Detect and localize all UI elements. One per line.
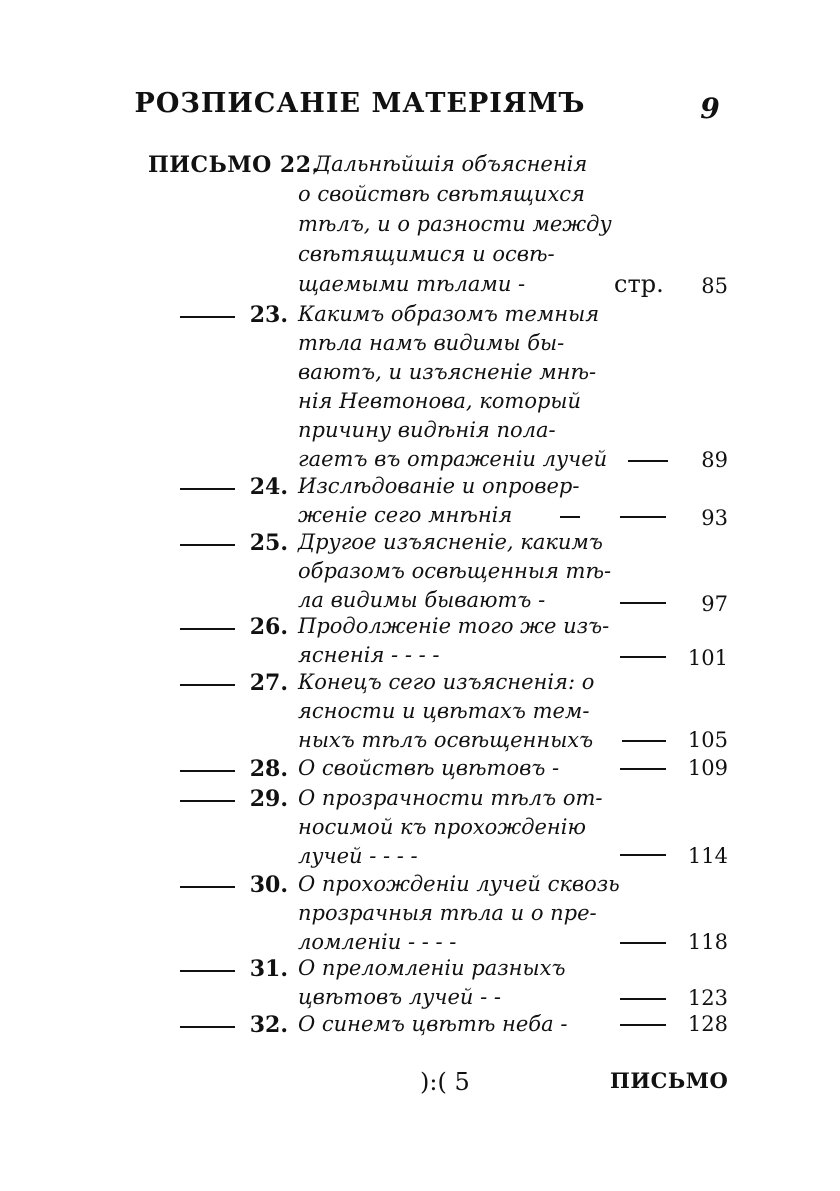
entry-dash bbox=[180, 770, 235, 772]
entry-text-line: женіе сего мнѣнія bbox=[298, 503, 513, 527]
entry-dash bbox=[180, 970, 235, 972]
entry-text-line: Дальнѣйшія объясненія bbox=[314, 152, 588, 176]
entry-text-line: О прохожденіи лучей сквозь bbox=[298, 872, 620, 896]
leader-dash bbox=[620, 998, 666, 1000]
entry-page-number: 89 bbox=[701, 448, 728, 472]
entry-number: 27. bbox=[249, 670, 288, 696]
entry-number: 24. bbox=[249, 474, 288, 500]
leader-dash bbox=[622, 740, 666, 742]
page-number: 9 bbox=[700, 92, 720, 125]
entry-text-line: тѣла намъ видимы бы- bbox=[298, 331, 565, 355]
entry-number: 29. bbox=[249, 786, 288, 812]
entry-dash bbox=[180, 800, 235, 802]
entry-page-number: 97 bbox=[701, 592, 728, 616]
entry-number: 32. bbox=[249, 1012, 288, 1038]
entry-page-number: 123 bbox=[687, 986, 728, 1010]
entry-text-line: Конецъ сего изъясненія: о bbox=[298, 670, 595, 694]
page-prefix: стр. bbox=[614, 270, 664, 298]
entry-text-line: Какимъ образомъ темныя bbox=[298, 302, 600, 326]
entry-dash bbox=[180, 628, 235, 630]
leader-dash bbox=[620, 942, 666, 944]
entry-number: 31. bbox=[249, 956, 288, 982]
leader-dash bbox=[560, 516, 580, 518]
entry-text-line: носимой къ прохожденію bbox=[298, 815, 586, 839]
entry-number: 30. bbox=[249, 872, 288, 898]
entry-text-line: нія Невтонова, который bbox=[298, 389, 582, 413]
leader-dash bbox=[620, 1024, 666, 1026]
entry-text-line: ваютъ, и изъясненіе мнѣ- bbox=[298, 360, 597, 384]
entry-dash bbox=[180, 684, 235, 686]
entry-dash bbox=[180, 488, 235, 490]
entry-text-line: О прозрачности тѣлъ от- bbox=[298, 786, 603, 810]
entry-text-line: цвѣтовъ лучей - - bbox=[298, 985, 501, 1009]
entry-text-line: гаетъ въ отраженіи лучей bbox=[298, 447, 608, 471]
entry-page-number: 85 bbox=[701, 274, 728, 298]
entry-text-line: ныхъ тѣлъ освѣщенныхъ bbox=[298, 728, 594, 752]
leader-dash bbox=[628, 460, 668, 462]
entry-text-line: Продолженіе того же изъ- bbox=[298, 614, 610, 638]
entry-text-line: образомъ освѣщенныя тѣ- bbox=[298, 559, 612, 583]
leader-dash bbox=[620, 602, 666, 604]
entry-text-line: прозрачныя тѣла и о пре- bbox=[298, 901, 597, 925]
entry-text-line: Другое изъясненіе, какимъ bbox=[298, 530, 603, 554]
entry-text-line: О свойствѣ цвѣтовъ - bbox=[298, 756, 560, 780]
entry-page-number: 105 bbox=[687, 728, 728, 752]
entry-text-line: ла видимы бываютъ - bbox=[298, 588, 546, 612]
entry-text-line: О синемъ цвѣтѣ неба - bbox=[298, 1012, 568, 1036]
entry-text-line: тѣлъ, и о разности между bbox=[298, 212, 612, 236]
entry-number: 26. bbox=[249, 614, 288, 640]
entry-text-line: лучей - - - - bbox=[298, 844, 418, 868]
entry-text-line: о свойствѣ свѣтящихся bbox=[298, 182, 585, 206]
leader-dash bbox=[620, 768, 666, 770]
entry-dash bbox=[180, 544, 235, 546]
entry-text-line: свѣтящимися и освѣ- bbox=[298, 242, 555, 266]
entry-number: 28. bbox=[249, 756, 288, 782]
entry-number: 25. bbox=[249, 530, 288, 556]
entry-page-number: 118 bbox=[687, 930, 728, 954]
entry-page-number: 128 bbox=[687, 1012, 728, 1036]
entry-dash bbox=[180, 886, 235, 888]
entry-text-line: причину видѣнія пола- bbox=[298, 418, 556, 442]
letter-label: ПИСЬМО 22. bbox=[148, 152, 320, 178]
leader-dash bbox=[620, 516, 666, 518]
entry-text-line: щаемыми тѣлами - bbox=[298, 272, 526, 296]
entry-text-line: Изслѣдованіе и опровер- bbox=[298, 474, 580, 498]
catchword: ПИСЬМО bbox=[610, 1068, 729, 1093]
entry-dash bbox=[180, 316, 235, 318]
entry-number: 23. bbox=[249, 302, 288, 328]
page-header-title: РОЗПИСАНІЕ МАТЕРІЯМЪ bbox=[134, 88, 586, 119]
leader-dash bbox=[620, 854, 666, 856]
entry-page-number: 114 bbox=[687, 844, 728, 868]
entry-page-number: 109 bbox=[687, 756, 728, 780]
entry-text-line: О преломленіи разныхъ bbox=[298, 956, 566, 980]
entry-page-number: 93 bbox=[701, 506, 728, 530]
entry-text-line: ясненія - - - - bbox=[298, 643, 440, 667]
entry-text-line: ясности и цвѣтахъ тем- bbox=[298, 699, 590, 723]
entry-dash bbox=[180, 1026, 235, 1028]
entry-page-number: 101 bbox=[687, 646, 728, 670]
printer-signature-mark: ):( 5 bbox=[420, 1068, 470, 1096]
leader-dash bbox=[620, 656, 666, 658]
entry-text-line: ломленіи - - - - bbox=[298, 930, 457, 954]
